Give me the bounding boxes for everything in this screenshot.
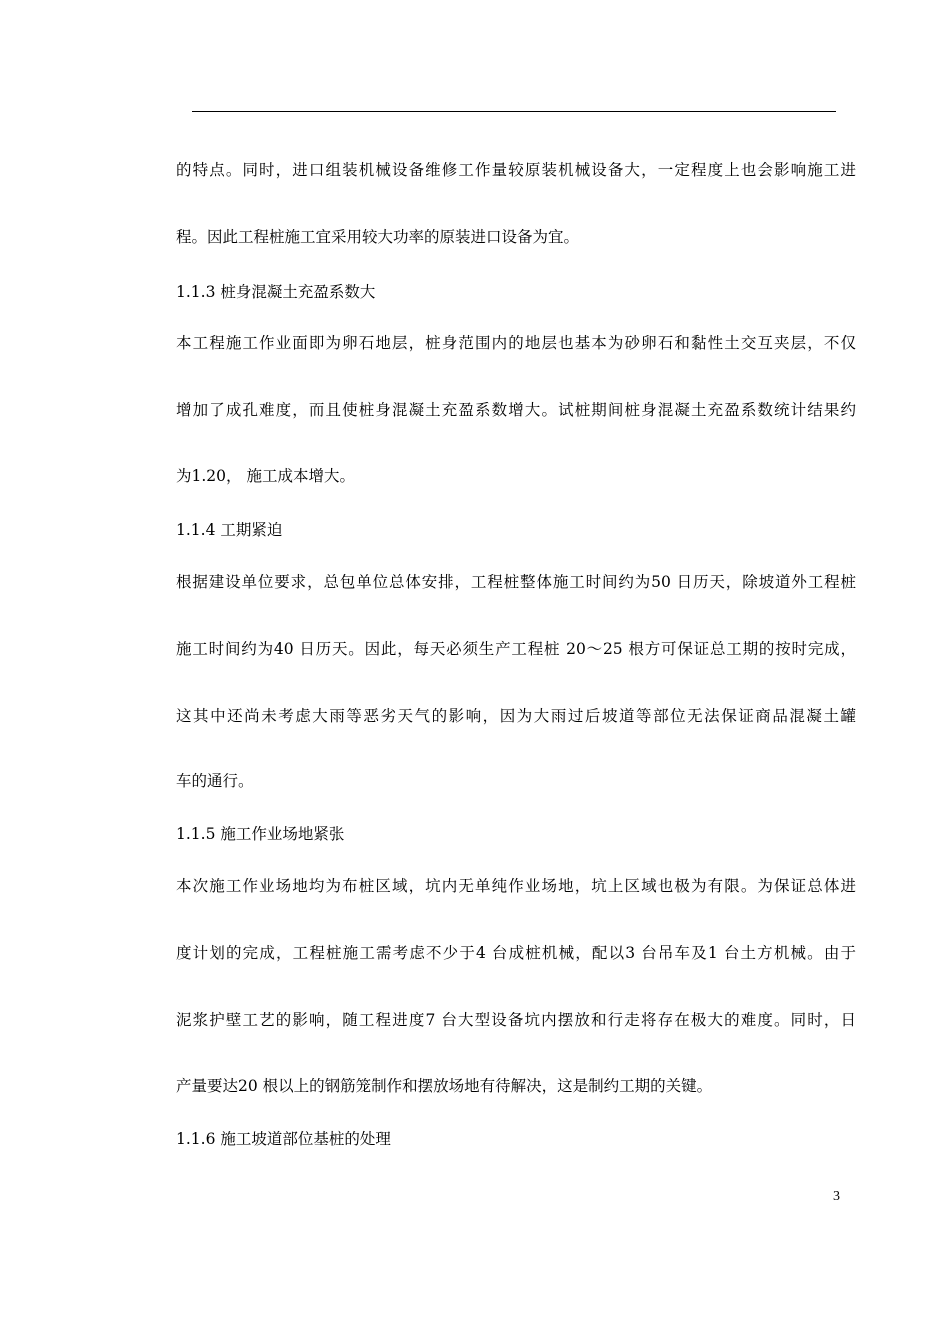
- paragraph-line: 本工程施工作业面即为卵石地层，桩身范围内的地层也基本为砂卵石和黏性土交互夹层，不仅: [176, 334, 856, 352]
- paragraph-line: 程。因此工程桩施工宜采用较大功率的原装进口设备为宜。: [176, 228, 580, 246]
- paragraph-line: 本次施工作业场地均为布桩区域，坑内无单纯作业场地，坑上区域也极为有限。为保证总体进: [176, 877, 856, 895]
- paragraph-line: 产量要达20 根以上的钢筋笼制作和摆放场地有待解决，这是制约工期的关键。: [176, 1077, 713, 1095]
- paragraph-line: 这其中还尚未考虑大雨等恶劣天气的影响，因为大雨过后坡道等部位无法保证商品混凝土罐: [176, 707, 856, 725]
- paragraph-line: 根据建设单位要求，总包单位总体安排，工程桩整体施工时间约为50 日历天，除坡道外工程桩: [176, 573, 856, 591]
- section-heading: 1.1.6 施工坡道部位基桩的处理: [176, 1130, 391, 1148]
- section-heading: 1.1.5 施工作业场地紧张: [176, 825, 345, 843]
- paragraph-line: 泥浆护壁工艺的影响，随工程进度7 台大型设备坑内摆放和行走将存在极大的难度。同时，日: [176, 1011, 856, 1029]
- paragraph-line: 增加了成孔难度，而且使桩身混凝土充盈系数增大。试桩期间桩身混凝土充盈系数统计结果约: [176, 401, 856, 419]
- page-number: 3: [833, 1189, 840, 1204]
- paragraph-line: 施工时间约为40 日历天。因此，每天必须生产工程桩 20～25 根方可保证总工期的按时完成，: [176, 640, 856, 658]
- header-rule: [192, 111, 836, 112]
- paragraph-line: 车的通行。: [176, 772, 254, 790]
- paragraph-line: 为1.20， 施工成本增大。: [176, 467, 355, 485]
- paragraph-line: 度计划的完成，工程桩施工需考虑不少于4 台成桩机械，配以3 台吊车及1 台土方机械。由于: [176, 944, 856, 962]
- section-heading: 1.1.4 工期紧迫: [176, 521, 283, 539]
- paragraph-line: 的特点。同时，进口组装机械设备维修工作量较原装机械设备大，一定程度上也会影响施工进: [176, 161, 856, 179]
- section-heading: 1.1.3 桩身混凝土充盈系数大: [176, 283, 376, 301]
